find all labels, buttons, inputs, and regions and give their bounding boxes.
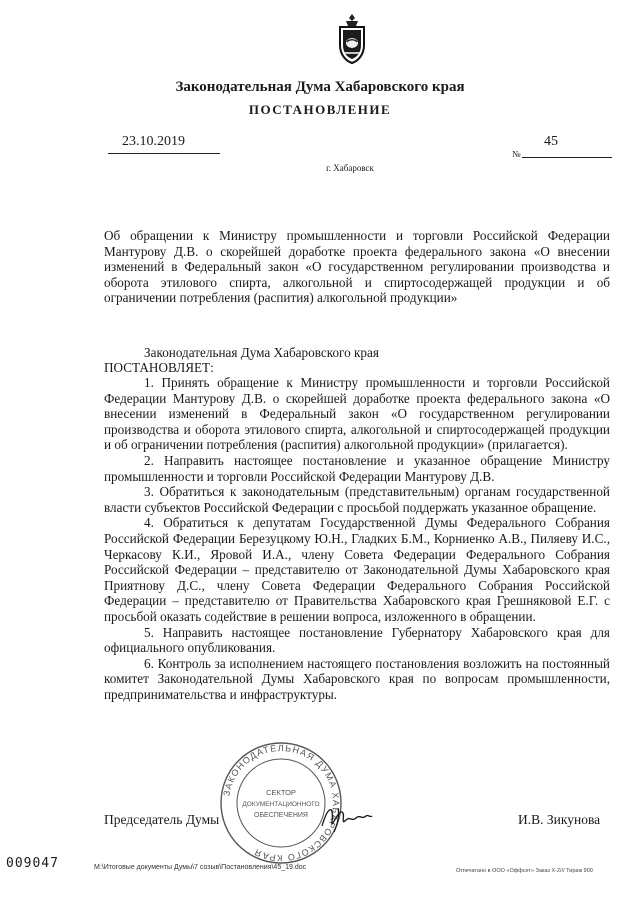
date-underline <box>108 153 220 154</box>
handwritten-signature-icon <box>318 800 374 834</box>
stamp-line: ОБЕСПЕЧЕНИЯ <box>254 812 308 819</box>
decree-point: 3. Обратиться к законодательным (представительным) органам государственной власти субъектов Российской Федерации с просьбой поддержать указанное обращение. <box>104 484 610 515</box>
khabarovsk-krai-emblem-icon <box>336 13 368 65</box>
stamp-line: ДОКУМЕНТАЦИОННОГО <box>242 801 320 808</box>
preamble: Законодательная Дума Хабаровского края <box>144 345 379 360</box>
document-subject: Об обращении к Министру промышленности и торговли Российской Федерации Мантурову Д.В. о скорейшей доработке проекта федерального закона «О внесении изменений в Федеральный закон «О государственном регулировании производства и оборота этилового спирта, алкогольной и спиртосодержащей продукции и об ограничении потребления (распития) алкогольной продукции» <box>104 228 610 305</box>
document-date: 23.10.2019 <box>122 134 185 149</box>
decree-point: 5. Направить настоящее постановление Губернатору Хабаровского края для официального опубликования. <box>104 624 610 656</box>
stamp-line: СЕКТОР <box>266 788 296 797</box>
decree-word: ПОСТАНОВЛЯЕТ: <box>104 360 214 375</box>
organization-title: Законодательная Дума Хабаровского края <box>175 79 465 95</box>
printer-note: Отпечатано в ООО «Оффсет» Заказ Х-2/// Тираж 900 <box>456 868 593 874</box>
number-underline <box>522 157 612 158</box>
city-label: г. Хабаровск <box>326 163 374 173</box>
file-path: M:\Итоговые документы Думы\7 созыв\Постановления\45_19.doc <box>94 864 307 871</box>
decree-point: 1. Принять обращение к Министру промышленности и торговли Российской Федерации Мантурову Д.В. о скорейшей доработке проекта федерального закона «О внесении изменений в Федеральный закон «О государственном регулировании производства и оборота этилового спирта, алкогольной и спиртосодержащей продукции и об ограничении потребления (распития) алкогольной продукции» (прилагается). <box>104 375 610 453</box>
stamp-ring-text: ЗАКОНОДАТЕЛЬНАЯ ДУМА ХАБАРОВСКОГО КРАЯ <box>221 742 342 864</box>
number-label: № <box>512 149 521 159</box>
decree-point: 4. Обратиться к депутатам Государственной Думы Федерального Собрания Российской Федерации Березуцкому Ю.Н., Гладких Б.М., Корниенко А.В., Пиляеву И.С., Черкасову К.И., Яровой И.А., члену Совета Федерации Федерального Собрания Российской Федерации – представителю от Законодательной Думы Хабаровского края Приятнову Д.С., члену Совета Федерации Федерального Собрания Российской Федерации – представителю от Правительства Хабаровского края Грешняковой Е.Г. с просьбой оказать содействие в решении вопроса, изложенного в обращении. <box>104 515 610 624</box>
decree-point: 6. Контроль за исполнением настоящего постановления возложить на постоянный комитет Законодательной Думы Хабаровского края по вопросам промышленности, предпринимательства и инфраструктуры. <box>104 655 610 702</box>
inventory-number: 009047 <box>6 856 59 871</box>
decree-points <box>104 375 610 702</box>
signatory-name: И.В. Зикунова <box>518 812 601 827</box>
document-number: 45 <box>544 134 558 149</box>
document-type: ПОСТАНОВЛЕНИЕ <box>248 102 392 117</box>
decree-point: 2. Направить настоящее постановление и указанное обращение Министру промышленности и торговли Российской Федерации Мантурову Д.В. <box>104 452 610 484</box>
signatory-title: Председатель Думы <box>104 812 220 827</box>
